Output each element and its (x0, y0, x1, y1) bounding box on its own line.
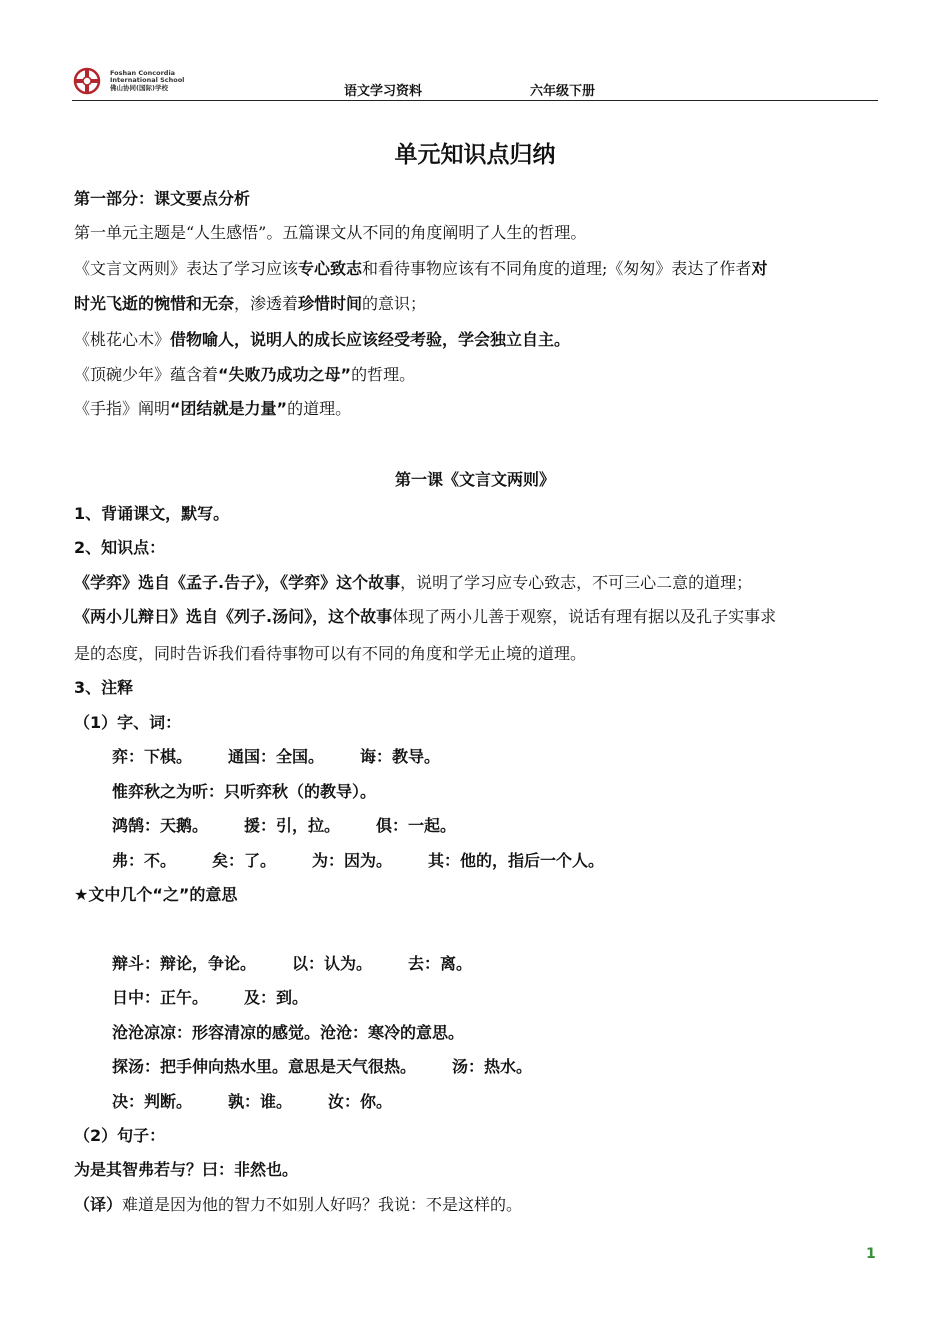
word-gloss: 援：引，拉。 (244, 816, 341, 835)
word-gloss: 俱：一起。 (376, 816, 457, 835)
words-line3 (112, 815, 456, 837)
part1-line3 (74, 329, 570, 351)
text: 的道理。 (287, 399, 352, 418)
header-subject: 语文学习资料 (344, 84, 423, 99)
part1-line4 (74, 364, 415, 386)
words-line8 (112, 1056, 532, 1078)
text: 《桃花心木》 (74, 330, 171, 349)
words-line9 (112, 1091, 392, 1113)
logo-text-line3: 佛山协同(国际)学校 (110, 83, 168, 92)
word-gloss: 日中：正午。 (112, 988, 209, 1007)
text: 《文言文两则》表达了学习应该 (74, 259, 299, 278)
lesson1-item2: 2、知识点： (74, 538, 166, 557)
bold-text: 《两小儿辩日》选自《列子.汤问》，这个故事 (74, 607, 393, 626)
text: 《顶碗少年》蕴含着 (74, 365, 219, 384)
knowledge-line1 (74, 572, 752, 594)
text: ，渗透着 (234, 294, 299, 313)
bold-text: 借物喻人，说明人的成长应该经受考验，学会独立自主。 (170, 330, 571, 349)
word-gloss: 孰：谁。 (228, 1092, 293, 1111)
words-line6 (112, 987, 308, 1009)
word-gloss: 弗：不。 (112, 851, 177, 870)
text: 的哲理。 (351, 365, 416, 384)
bold-text: “团结就是力量” (170, 399, 288, 418)
word-gloss: 汝：你。 (328, 1092, 393, 1111)
lesson1-item3: 3、注释 (74, 678, 134, 697)
bold-text: “失败乃成功之母” (218, 365, 352, 384)
words-line5 (112, 953, 472, 975)
page-header (72, 62, 878, 101)
words-line4 (112, 850, 604, 872)
bold-text: 对 (751, 259, 768, 278)
word-gloss: 决：判断。 (112, 1092, 193, 1111)
sentence-1: 为是其智弗若与？曰：非然也。 (74, 1160, 299, 1179)
text: 的意识； (362, 294, 427, 313)
logo-text-line1: Foshan Concordia (110, 68, 176, 77)
bold-text: 《学弈》选自《孟子.告子》，《学弈》这个故事 (74, 573, 401, 592)
star-note: ★文中几个“之”的意思 (74, 885, 238, 904)
word-gloss: 矣：了。 (212, 851, 277, 870)
part1-intro: 第一单元主题是“人生感悟”。五篇课文从不同的角度阐明了人生的哲理。 (74, 223, 587, 242)
text: 和看待事物应该有不同角度的道理;《匆匆》表达了作者 (362, 259, 752, 278)
part1-heading: 第一部分：课文要点分析 (74, 189, 251, 208)
word-gloss: 汤：热水。 (452, 1057, 533, 1076)
school-crest-icon (72, 66, 106, 96)
text: 体现了两小儿善于观察，说话有理有据以及孔子实事求 (392, 607, 777, 626)
word-gloss: 通国：全国。 (228, 747, 325, 766)
word-gloss: 探汤：把手伸向热水里。意思是天气很热。 (112, 1057, 417, 1076)
text: 《手指》阐明 (74, 399, 171, 418)
word-gloss: 鸿鹄：天鹅。 (112, 816, 209, 835)
word-gloss: 去：离。 (408, 954, 473, 973)
knowledge-line2 (74, 606, 776, 628)
translation-text: 难道是因为他的智力不如别人好吗？我说：不是这样的。 (122, 1195, 523, 1214)
word-gloss: 诲：教导。 (360, 747, 441, 766)
header-grade: 六年级下册 (530, 84, 596, 99)
words-line1 (112, 746, 440, 768)
knowledge-line3: 是的态度，同时告诉我们看待事物可以有不同的角度和学无止境的道理。 (74, 644, 587, 663)
word-gloss: 弈：下棋。 (112, 747, 193, 766)
text: ，说明了学习应专心致志，不可三心二意的道理； (400, 573, 753, 592)
bold-text: 珍惜时间 (298, 294, 363, 313)
document-title: 单元知识点归纳 (394, 142, 556, 168)
subsection-words: （1）字、词： (74, 713, 182, 732)
part1-line2 (74, 293, 426, 315)
part1-line5 (74, 398, 351, 420)
words-line2: 惟弈秋之为听：只听弈秋（的教导）。 (112, 782, 377, 801)
translation-label: （译） (74, 1195, 123, 1214)
lesson1-title: 第一课《文言文两则》 (394, 470, 555, 489)
translation-1 (74, 1194, 522, 1216)
word-gloss: 以：认为。 (292, 954, 373, 973)
lesson1-item1: 1、背诵课文，默写。 (74, 504, 230, 523)
words-line7: 沧沧凉凉：形容清凉的感觉。沧沧：寒冷的意思。 (112, 1023, 465, 1042)
part1-line1 (74, 258, 767, 280)
logo-text-line2: International School (110, 76, 185, 85)
word-gloss: 辩斗：辩论，争论。 (112, 954, 257, 973)
bold-text: 专心致志 (298, 259, 363, 278)
bold-text: 时光飞逝的惋惜和无奈 (74, 294, 235, 313)
page-number: 1 (866, 1246, 876, 1262)
word-gloss: 其：他的，指后一个人。 (428, 851, 605, 870)
word-gloss: 为：因为。 (312, 851, 393, 870)
word-gloss: 及：到。 (244, 988, 309, 1007)
subsection-sentences: （2）句子： (74, 1126, 166, 1145)
school-logo (72, 66, 184, 96)
